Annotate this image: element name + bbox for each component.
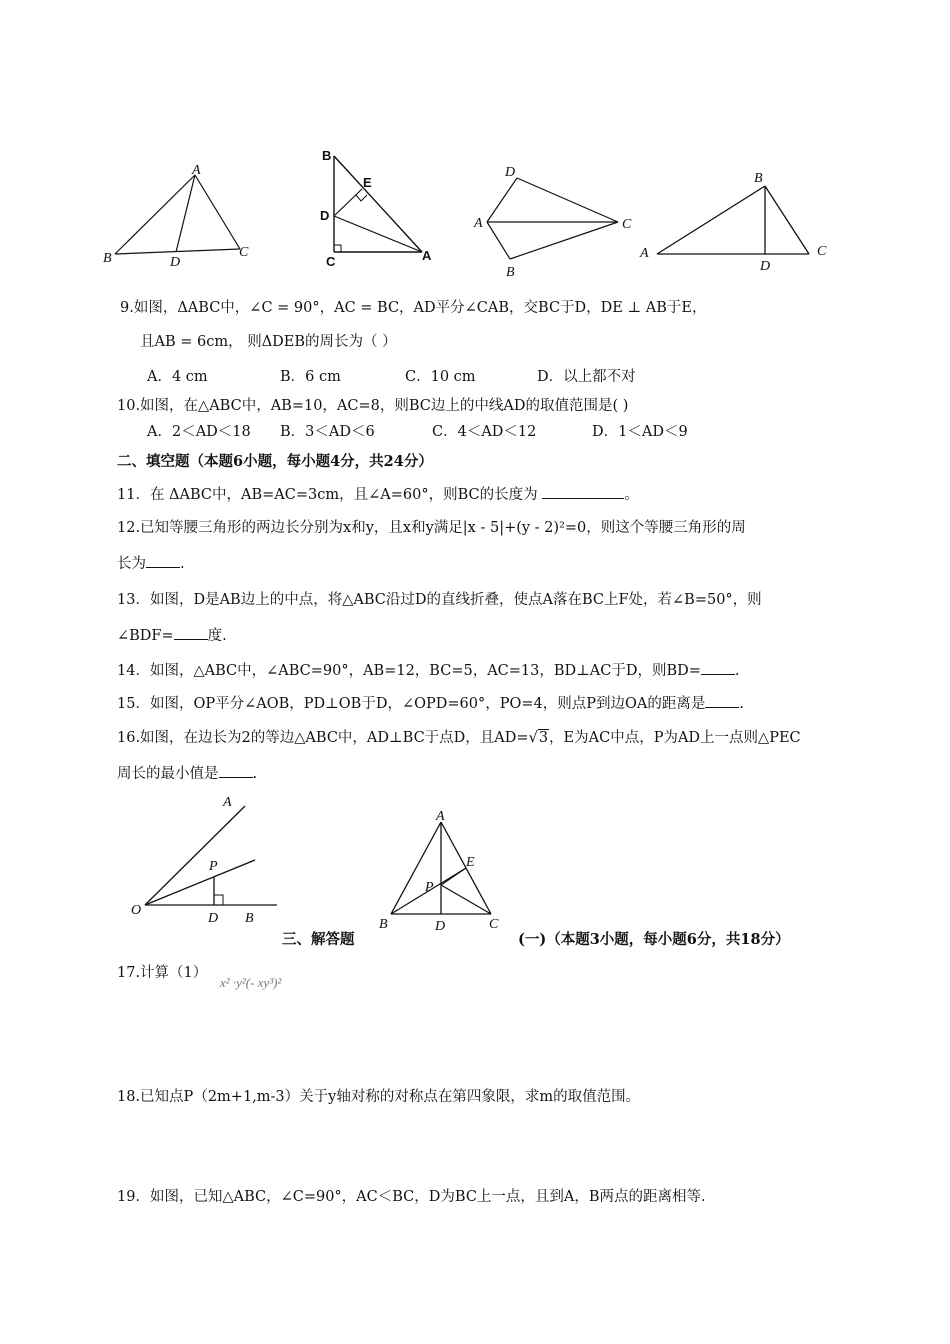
fig4-label-b: B xyxy=(754,171,763,186)
q15-after: . xyxy=(739,696,744,712)
q16-after: ，E为AC中点，P为AD上一点则△PEC xyxy=(549,730,801,746)
q11-blank xyxy=(542,484,624,499)
fig6-label-d: D xyxy=(435,919,446,934)
fig1-label-c: C xyxy=(239,245,249,260)
q17 xyxy=(117,961,282,990)
fig1-label-b: B xyxy=(103,251,112,266)
q16-l2-before: 周长的最小值是 xyxy=(117,766,219,782)
section3-sub: (一)（本题3小题，每小题6分，共18分） xyxy=(518,931,790,948)
figure-right-triangle-bisector xyxy=(318,142,448,272)
fig5-label-p: P xyxy=(209,859,218,874)
q11 xyxy=(117,483,639,504)
q15-before: 15．如图，OP平分∠AOB，PD⊥OB于D，∠OPD=60°，PO=4，则点P到边OA的距离是 xyxy=(117,696,706,712)
figure-angle-bisector xyxy=(125,790,285,930)
q10-option-c: C．4＜AD＜12 xyxy=(432,424,537,440)
q12-line1: 12.已知等腰三角形的两边长分别为x和y，且x和y满足|x - 5|+(y - 2)²=0，则这个等腰三角形的周 xyxy=(117,520,746,536)
fig2-label-c: C xyxy=(326,254,336,269)
q17-label: 17.计算（1） xyxy=(117,965,208,981)
figure-triangle-median xyxy=(100,160,260,270)
q16-line2 xyxy=(117,762,257,783)
fig6-label-c: C xyxy=(489,917,499,932)
q18: 18.已知点P（2m+1,m-3）关于y轴对称的对称点在第四象限，求m的取值范围。 xyxy=(117,1089,641,1105)
fig3-label-c: C xyxy=(622,217,632,232)
q14-after: . xyxy=(734,663,740,679)
q12-line2 xyxy=(117,552,185,573)
seg-ac xyxy=(195,175,240,249)
q11-before: 11．在 ΔABC中，AB=AC=3cm，且∠A=60°，则BC的长度为 xyxy=(117,487,543,503)
q13-line2 xyxy=(117,624,227,645)
section3-title: 三、解答题 xyxy=(282,931,355,948)
fig4-label-a: A xyxy=(640,246,649,261)
q12-after: . xyxy=(180,556,185,572)
q10-option-b: B．3＜AD＜6 xyxy=(280,424,375,440)
q13-line1: 13．如图，D是AB边上的中点，将△ABC沿过D的直线折叠，使点A落在BC上F处，若∠B=50°，则 xyxy=(117,592,762,608)
fig6-label-b: B xyxy=(379,917,388,932)
q9-option-a: A．4 cm xyxy=(147,369,208,385)
q17-expression: x² ·y²(- xy³)² xyxy=(219,975,282,990)
q15-blank xyxy=(705,693,739,708)
q14-before: 14．如图，△ABC中，∠ABC=90°，AB=12，BC=5，AC=13，BD⊥AC于D，则BD= xyxy=(117,663,701,679)
q13-blank xyxy=(174,625,208,640)
q13-after: 度. xyxy=(207,628,227,644)
q10-option-d: D．1＜AD＜9 xyxy=(592,424,688,440)
q11-after: 。 xyxy=(624,487,639,503)
q19: 19．如图，已知△ABC，∠C=90°，AC＜BC，D为BC上一点，且到A，B两点的距离相等. xyxy=(117,1189,706,1205)
fig3-label-a: A xyxy=(474,216,483,231)
section2-title: 二、填空题（本题6小题，每小题4分，共24分） xyxy=(117,453,433,470)
fig1-label-a: A xyxy=(192,163,201,178)
q10-option-a: A．2＜AD＜18 xyxy=(147,424,251,440)
figure-kite xyxy=(470,160,640,282)
q9-option-d: D．以上都不对 xyxy=(537,369,636,385)
q9-option-b: B．6 cm xyxy=(280,369,341,385)
fig1-label-d: D xyxy=(170,255,181,270)
fig3-label-b: B xyxy=(506,265,515,280)
q16-l2-after: . xyxy=(252,766,258,782)
fig3-label-d: D xyxy=(505,165,516,180)
sqrt-symbol: √ xyxy=(528,730,538,746)
seg-bc xyxy=(115,249,240,254)
fig2-label-b: B xyxy=(322,148,332,163)
q12-before: 长为 xyxy=(117,556,146,572)
q9-line2: 且AB = 6cm， 则ΔDEB的周长为（ ） xyxy=(140,334,397,350)
q9-line1: 9.如图，ΔABC中，∠C = 90°，AC = BC，AD平分∠CAB，交BC于D，DE ⊥ AB于E， xyxy=(120,300,707,316)
fig2-label-d: D xyxy=(320,208,330,223)
q14-blank xyxy=(701,660,735,675)
fig5-label-o: O xyxy=(131,903,142,918)
q10-stem: 10.如图，在△ABC中，AB=10，AC=8，则BC边上的中线AD的取值范围是( ) xyxy=(117,398,629,414)
fig5-label-a: A xyxy=(223,795,232,810)
figure-triangle-altitude xyxy=(635,166,835,276)
q12-blank xyxy=(146,553,180,568)
seg-ab xyxy=(115,175,195,254)
fig5-label-d: D xyxy=(208,911,219,926)
fig6-label-a: A xyxy=(436,809,445,824)
figure-equilateral-triangle xyxy=(375,806,515,936)
fig4-label-c: C xyxy=(817,244,827,259)
fig5-label-b: B xyxy=(245,911,254,926)
fig4-label-d: D xyxy=(760,259,771,274)
q9-option-c: C．10 cm xyxy=(405,369,476,385)
q14 xyxy=(117,659,740,680)
q15 xyxy=(117,692,744,713)
fig6-label-e: E xyxy=(466,855,475,870)
fig2-label-e: E xyxy=(363,175,372,190)
q16-before: 16.如图，在边长为2的等边△ABC中，AD⊥BC于点D，且AD= xyxy=(117,730,529,746)
q16-radicand: 3 xyxy=(538,730,549,746)
q16-line1 xyxy=(117,726,801,747)
q13-before: ∠BDF= xyxy=(117,628,174,644)
fig2-label-a: A xyxy=(422,248,432,263)
fig6-label-p: P xyxy=(425,880,434,895)
q16-blank xyxy=(219,763,253,778)
seg-ad xyxy=(176,175,195,252)
